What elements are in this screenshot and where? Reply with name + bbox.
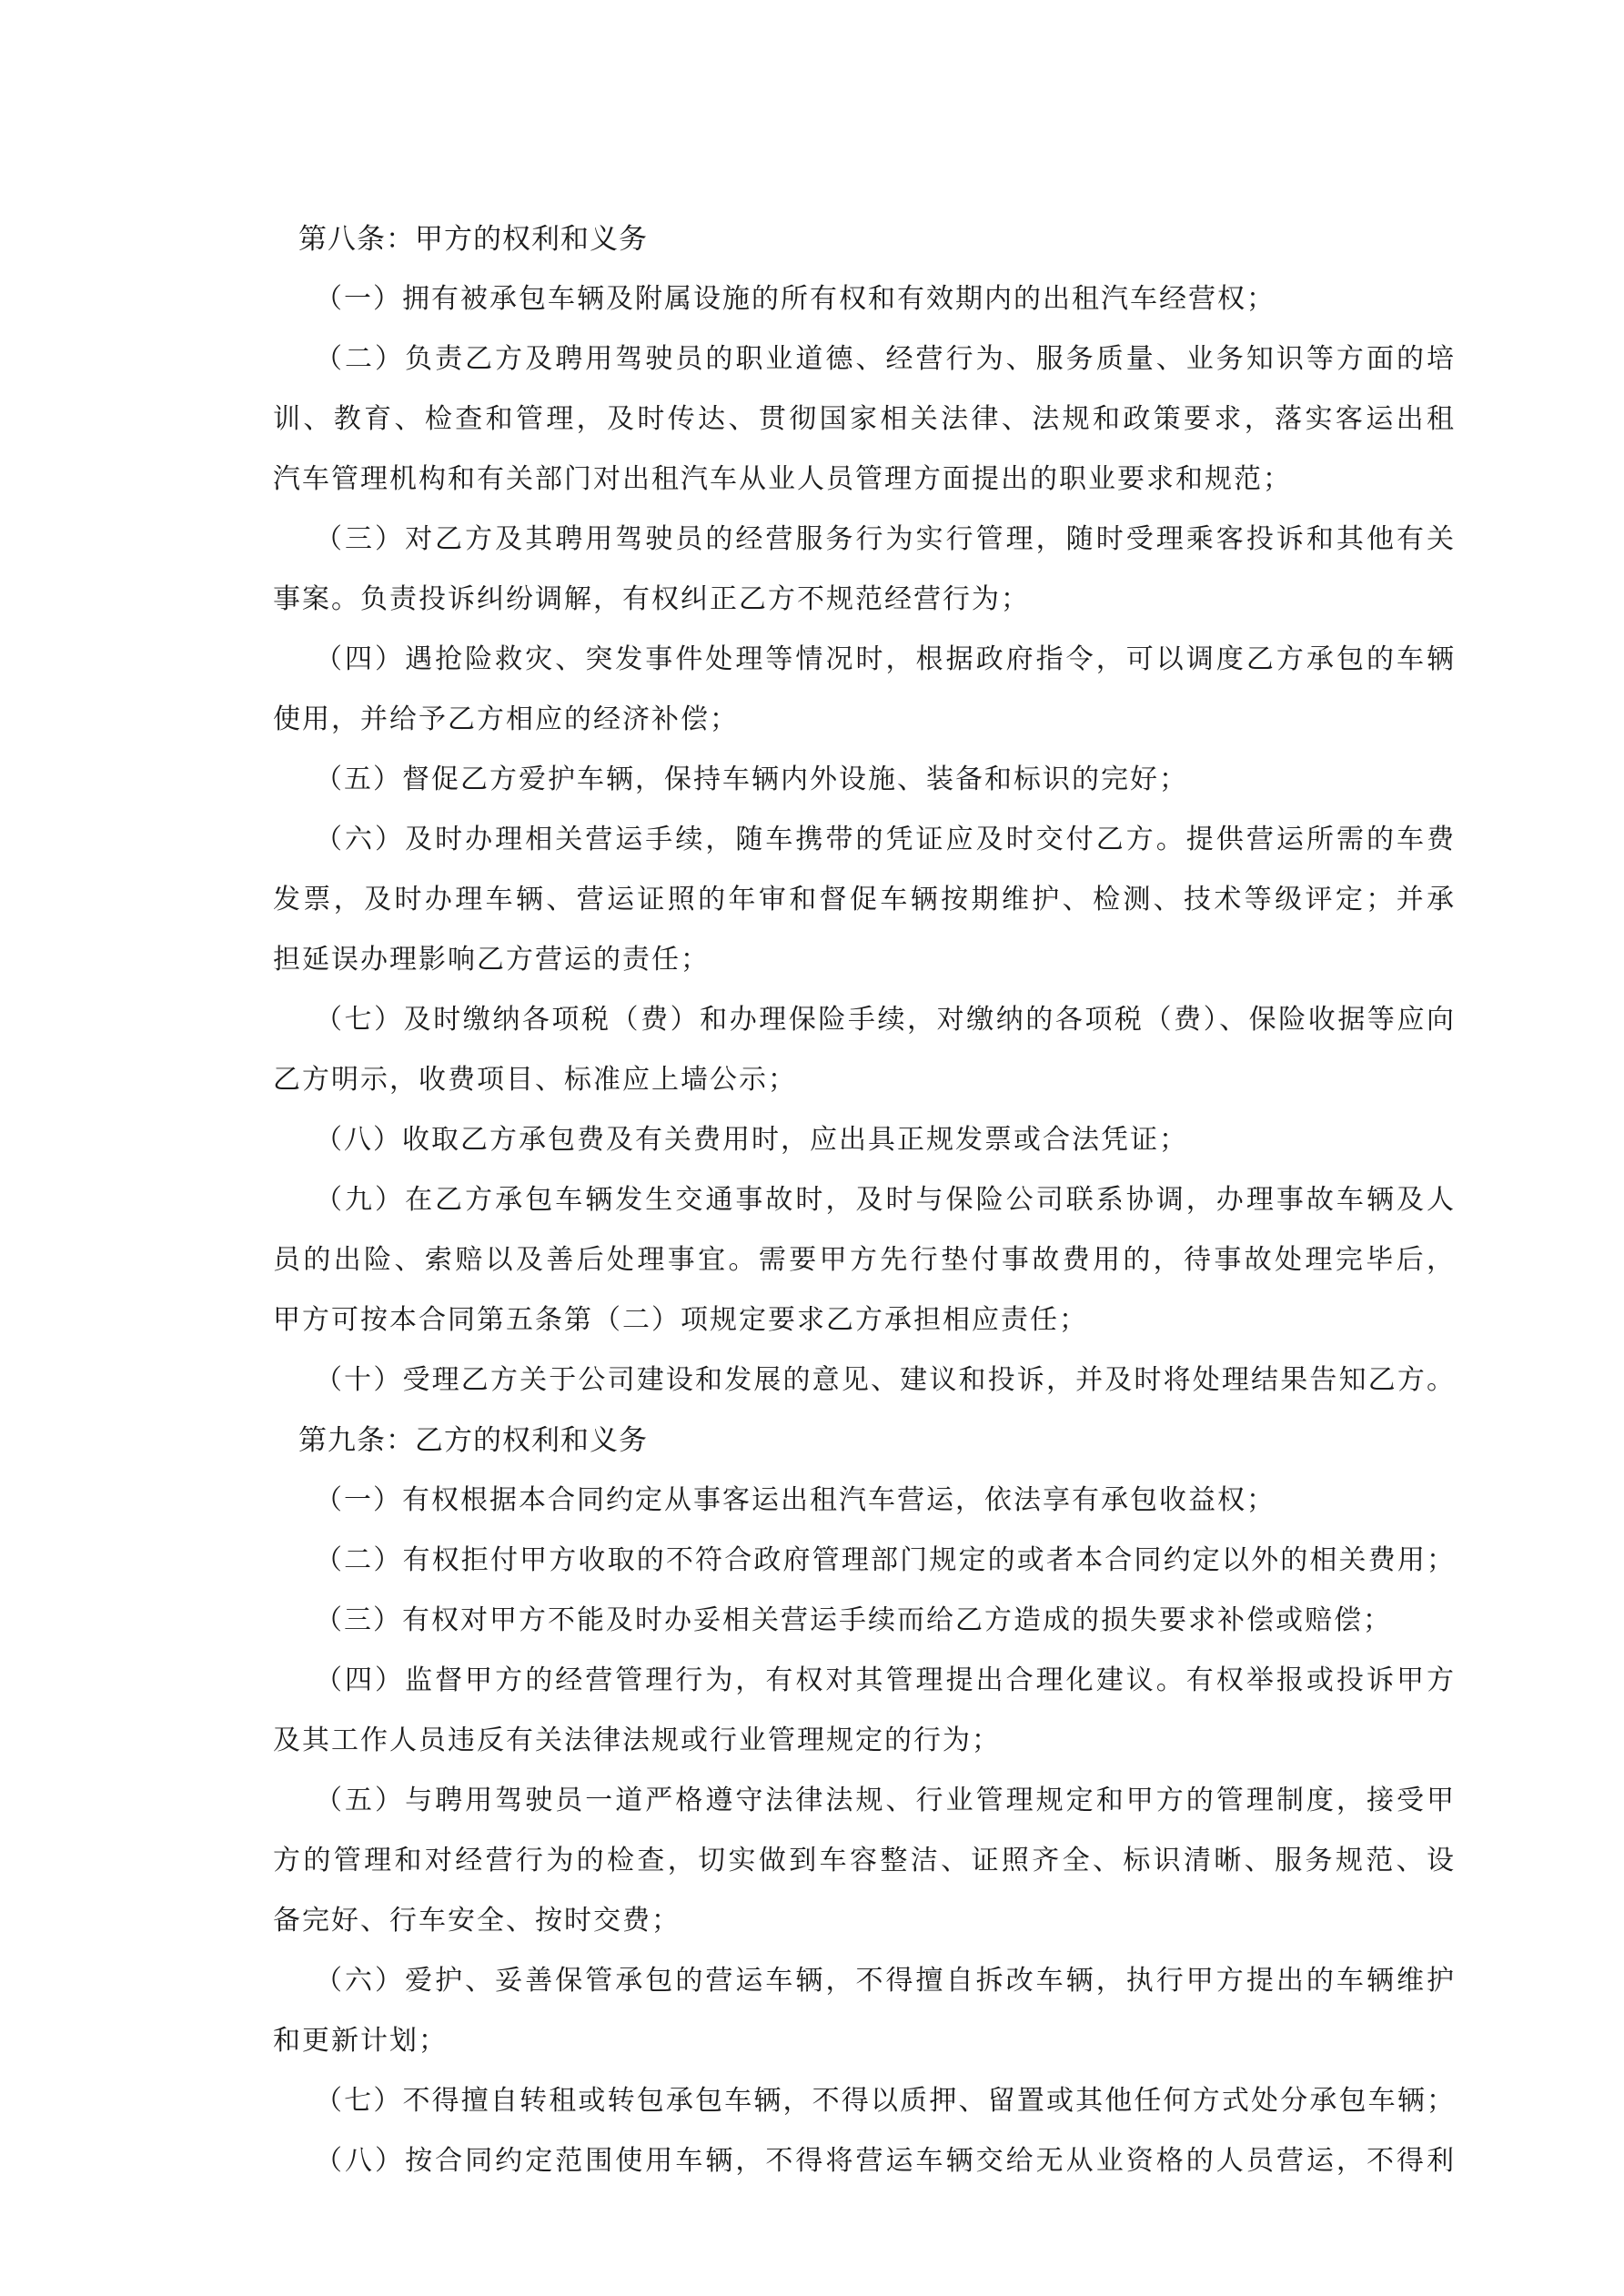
clause-continuation-line: 担延误办理影响乙方营运的责任； xyxy=(273,944,710,976)
clause-line: （一）拥有被承包车辆及附属设施的所有权和有效期内的出租汽车经营权； xyxy=(315,283,1276,315)
clause-continuation-line: 甲方可按本合同第五条第（二）项规定要求乙方承担相应责任； xyxy=(273,1304,1088,1336)
clause-line: （一）有权根据本合同约定从事客运出租汽车营运，依法享有承包收益权； xyxy=(315,1484,1276,1516)
clause-continuation-line: 发票，及时办理车辆、营运证照的年审和督促车辆按期维护、检测、技术等级评定；并承 xyxy=(273,884,1456,915)
clause-line: （七）及时缴纳各项税（费）和办理保险手续，对缴纳的各项税（费）、保险收据等应向 xyxy=(315,1004,1456,1036)
section-heading: 第九条：乙方的权利和义务 xyxy=(298,1424,648,1457)
clause-line: （八）收取乙方承包费及有关费用时，应出具正规发票或合法凭证； xyxy=(315,1124,1188,1156)
section-heading: 第八条：甲方的权利和义务 xyxy=(298,223,648,256)
clause-line: （三）对乙方及其聘用驾驶员的经营服务行为实行管理，随时受理乘客投诉和其他有关 xyxy=(315,523,1456,555)
clause-line: （二）有权拒付甲方收取的不符合政府管理部门规定的或者本合同约定以外的相关费用； xyxy=(315,1544,1456,1576)
clause-continuation-line: 汽车管理机构和有关部门对出租汽车从业人员管理方面提出的职业要求和规范； xyxy=(273,463,1292,495)
clause-continuation-line: 和更新计划； xyxy=(273,2025,448,2057)
clause-line: （二）负责乙方及聘用驾驶员的职业道德、经营行为、服务质量、业务知识等方面的培 xyxy=(315,343,1456,375)
clause-line: （三）有权对甲方不能及时办妥相关营运手续而给乙方造成的损失要求补偿或赔偿； xyxy=(315,1604,1392,1636)
clause-line: （七）不得擅自转租或转包承包车辆，不得以质押、留置或其他任何方式处分承包车辆； xyxy=(315,2085,1456,2117)
clause-line: （八）按合同约定范围使用车辆，不得将营运车辆交给无从业资格的人员营运，不得利 xyxy=(315,2145,1456,2177)
clause-continuation-line: 乙方明示，收费项目、标准应上墙公示； xyxy=(273,1064,797,1096)
clause-continuation-line: 员的出险、索赔以及善后处理事宜。需要甲方先行垫付事故费用的，待事故处理完毕后， xyxy=(273,1244,1456,1276)
clause-line: （四）遇抢险救灾、突发事件处理等情况时，根据政府指令，可以调度乙方承包的车辆 xyxy=(315,643,1456,675)
clause-line: （六）及时办理相关营运手续，随车携带的凭证应及时交付乙方。提供营运所需的车费 xyxy=(315,824,1456,855)
clause-continuation-line: 及其工作人员违反有关法律法规或行业管理规定的行为； xyxy=(273,1725,1001,1756)
document-body xyxy=(273,209,1456,2191)
clause-continuation-line: 训、教育、检查和管理，及时传达、贯彻国家相关法律、法规和政策要求，落实客运出租 xyxy=(273,403,1456,435)
clause-line: （九）在乙方承包车辆发生交通事故时，及时与保险公司联系协调，办理事故车辆及人 xyxy=(315,1184,1456,1216)
clause-line: （五）督促乙方爱护车辆，保持车辆内外设施、装备和标识的完好； xyxy=(315,764,1188,795)
clause-line: （五）与聘用驾驶员一道严格遵守法律法规、行业管理规定和甲方的管理制度，接受甲 xyxy=(315,1785,1456,1816)
clause-continuation-line: 备完好、行车安全、按时交费； xyxy=(273,1905,681,1937)
clause-continuation-line: 方的管理和对经营行为的检查，切实做到车容整洁、证照齐全、标识清晰、服务规范、设 xyxy=(273,1845,1456,1876)
clause-line: （四）监督甲方的经营管理行为，有权对其管理提出合理化建议。有权举报或投诉甲方 xyxy=(315,1664,1456,1696)
clause-continuation-line: 事案。负责投诉纠纷调解，有权纠正乙方不规范经营行为； xyxy=(273,583,1030,615)
clause-line: （十）受理乙方关于公司建设和发展的意见、建议和投诉，并及时将处理结果告知乙方。 xyxy=(315,1364,1456,1396)
clause-line: （六）爱护、妥善保管承包的营运车辆，不得擅自拆改车辆，执行甲方提出的车辆维护 xyxy=(315,1965,1456,1997)
clause-continuation-line: 使用，并给予乙方相应的经济补偿； xyxy=(273,703,739,735)
